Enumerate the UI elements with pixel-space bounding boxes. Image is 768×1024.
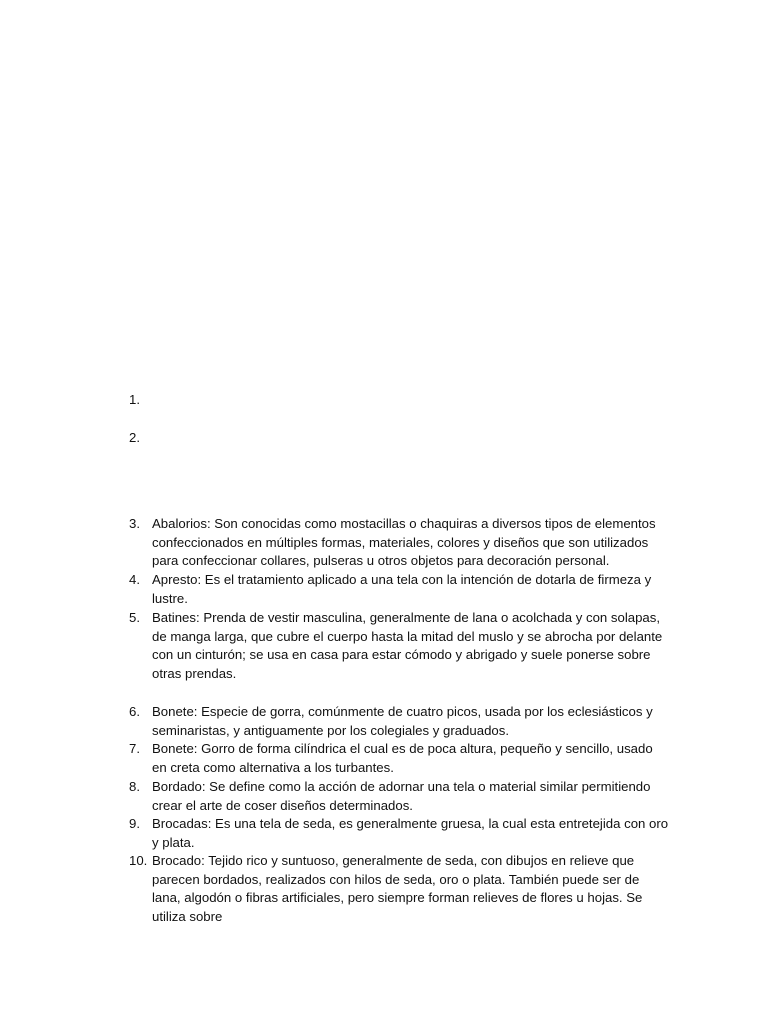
list-number: 8. bbox=[129, 779, 140, 794]
list-text: Batines: Prenda de vestir masculina, generalmente de lana o acolchada y con solapas, de manga larga, que cubre el cuerpo hasta la mitad del muslo y se abrocha por delante con un cinturón; se usa en casa para estar cómodo y abrigado y suele ponerse sobre otras prendas. bbox=[152, 610, 663, 681]
list-item bbox=[129, 571, 669, 608]
list-number: 6. bbox=[129, 704, 140, 719]
list-text: Bonete: Gorro de forma cilíndrica el cual es de poca altura, pequeño y sencillo, usado en creta como alternativa a los turbantes. bbox=[152, 741, 653, 775]
list-number: 5. bbox=[129, 610, 140, 625]
list-text: Bonete: Especie de gorra, comúnmente de cuatro picos, usada por los eclesiásticos y seminaristas, y antiguamente por los colegiales y graduados. bbox=[152, 704, 653, 738]
list-number: 4. bbox=[129, 572, 140, 587]
list-text: Brocadas: Es una tela de seda, es generalmente gruesa, la cual esta entretejida con oro y plata. bbox=[152, 816, 669, 850]
list-number: 7. bbox=[129, 741, 140, 756]
list-item bbox=[129, 852, 669, 926]
list-text: Brocado: Tejido rico y suntuoso, generalmente de seda, con dibujos en relieve que parecen bordados, realizados con hilos de seda, oro o plata. También puede ser de lana, algodón o fibras artificiales, pero siempre forman relieves de flores u hojas. Se utiliza sobre bbox=[152, 853, 643, 924]
list-item bbox=[129, 609, 669, 683]
list-number: 10. bbox=[129, 853, 148, 868]
list-item bbox=[129, 778, 669, 815]
list-number: 2. bbox=[129, 430, 140, 445]
list-item bbox=[129, 740, 669, 777]
list-item bbox=[129, 515, 669, 571]
list-item bbox=[129, 703, 669, 740]
list-item bbox=[129, 815, 669, 852]
list-number: 9. bbox=[129, 816, 140, 831]
list-number: 1. bbox=[129, 392, 140, 407]
list-number: 3. bbox=[129, 516, 140, 531]
list-text: Apresto: Es el tratamiento aplicado a una tela con la intención de dotarla de firmeza y lustre. bbox=[152, 572, 652, 606]
list-text: Bordado: Se define como la acción de adornar una tela o material similar permitiendo crear el arte de coser diseños determinados. bbox=[152, 779, 651, 813]
list-text: Abalorios: Son conocidas como mostacillas o chaquiras a diversos tipos de elementos confeccionados en múltiples formas, materiales, colores y diseños que son utilizados para confeccionar collares, pulseras u otros objetos para decoración personal. bbox=[152, 516, 656, 569]
